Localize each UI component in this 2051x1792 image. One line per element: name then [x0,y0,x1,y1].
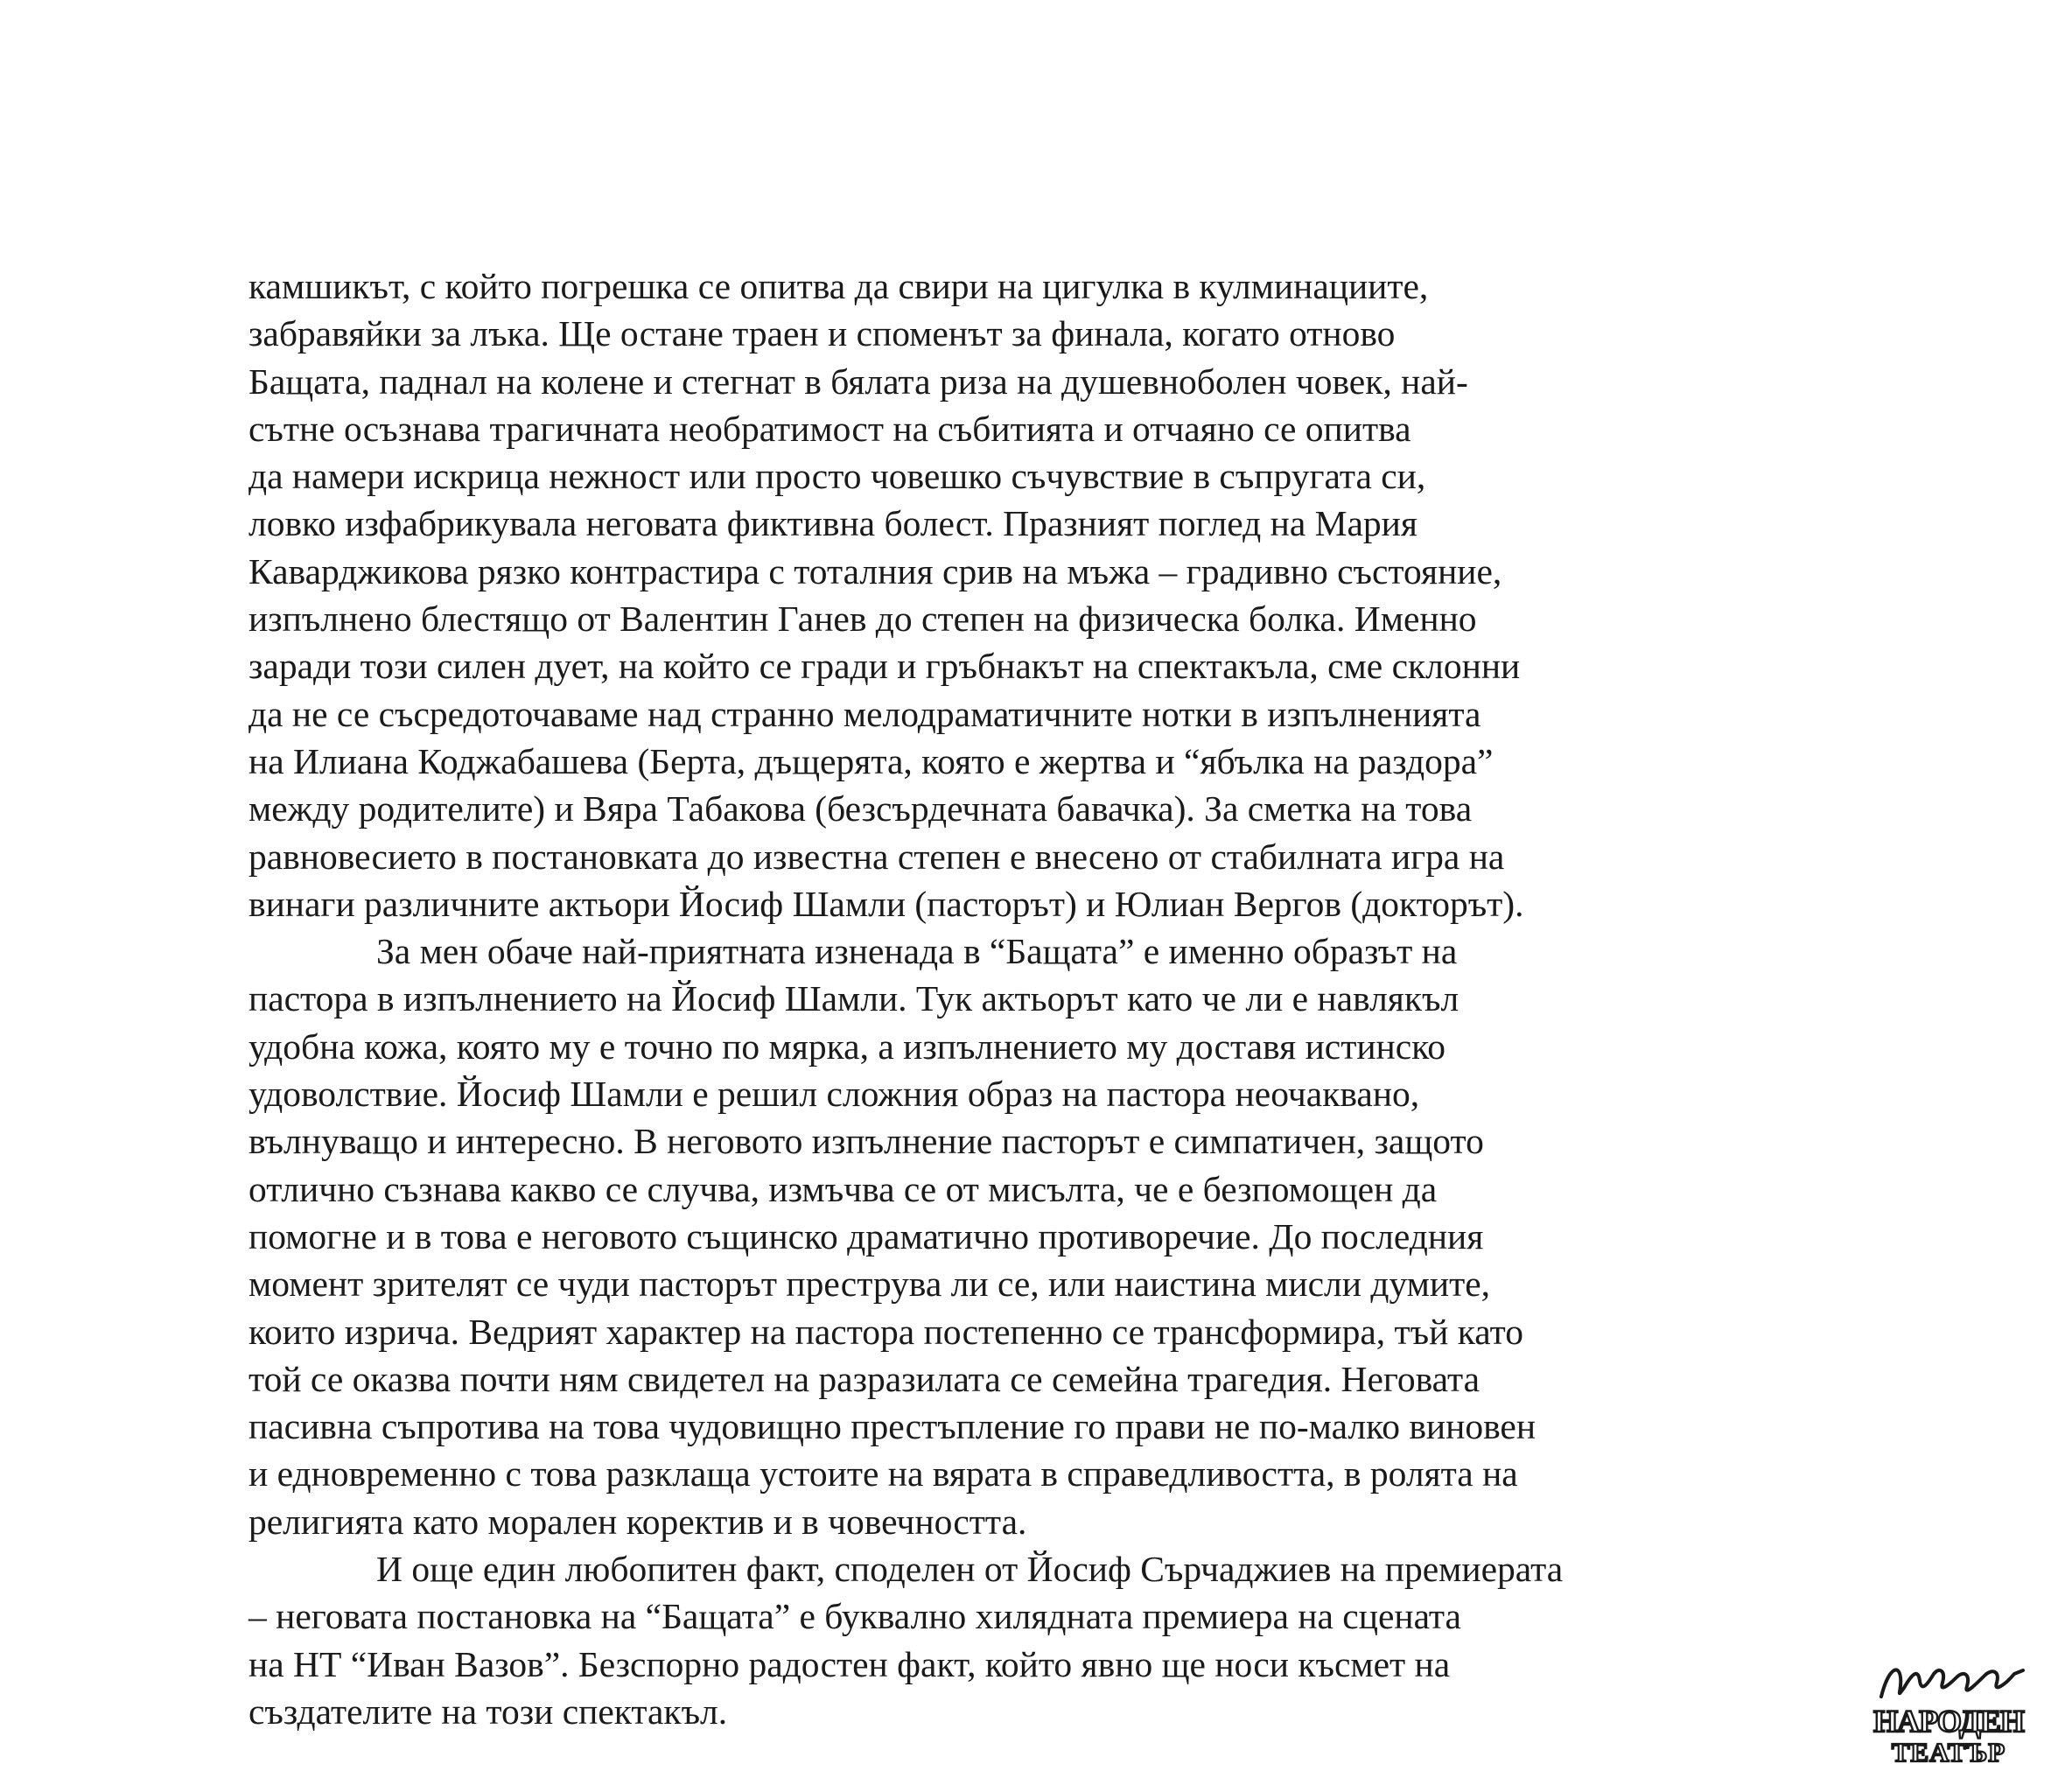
text-line: отлично съзнава какво се случва, измъчва се от мисълта, че е безпомощен да [248,1168,1438,1209]
text-line: той се оказва почти ням свидетел на разразилата се семейна трагедия. Неговата [248,1358,1480,1399]
logo-line-2: ТЕАТЪР [1891,1737,2006,1768]
text-line: – неговата постановка на “Бащата” е буквално хилядната премиера на сцената [248,1596,1461,1637]
text-line: За мен обаче най-приятната изненада в “Бащата” е именно образът на [376,931,1458,972]
text-line: религията като морален коректив и в човечността. [248,1501,1027,1542]
text-line: на Илиана Коджабашева (Берта, дъщерята, която е жертва и “ябълка на раздора” [248,740,1494,781]
text-line: сътне осъзнава трагичната необратимост на събитията и отчаяно се опитва [248,408,1411,449]
logo-line-1: НАРОДЕН [1873,1704,2024,1739]
text-line: пасивна съпротива на това чудовищно престъпление го прави не по-малко виновен [248,1406,1536,1447]
text-line: създателите на този спектакъл. [248,1690,728,1732]
text-line: винаги различните актьори Йосиф Шамли (пасторът) и Юлиан Вергов (докторът). [248,883,1524,924]
text-line: забравяйки за лъка. Ще остане траен и споменът за финала, когато отново [248,313,1396,354]
text-line: Бащата, паднал на колене и стегнат в бялата риза на душевноболен човек, най- [248,360,1468,402]
text-line: равновесието в постановката до известна степен е внесено от стабилната игра на [248,836,1505,877]
text-line: удоволствие. Йосиф Шамли е решил сложния образ на пастора неочаквано, [248,1074,1420,1115]
text-line: пастора в изпълнението на Йосиф Шамли. Тук актьорът като че ли е навлякъл [248,978,1460,1019]
text-line: помогне и в това е неговото същинско драматично противоречие. До последния [248,1215,1484,1256]
text-line: да не се съсредоточаваме над странно мелодраматичните нотки в изпълненията [248,693,1481,734]
national-theatre-logo [1869,1658,2028,1768]
logo-graphic [1869,1658,2028,1768]
text-line: между родителите) и Вяра Табакова (безсърдечната бавачка). За сметка на това [248,788,1473,830]
signature-icon [1881,1670,2023,1697]
text-line: ловко изфабрикувала неговата фиктивна болест. Празният поглед на Мария [248,503,1418,544]
text-line: Каварджикова рязко контрастира с тоталния срив на мъжа – градивно състояние, [248,550,1502,592]
text-line: да намери искрица нежност или просто човешко съчувствие в съпругата си, [248,456,1426,497]
text-line: изпълнено блестящо от Валентин Ганев до степен на физическа болка. Именно [248,598,1477,640]
text-line: вълнуващо и интересно. В неговото изпълнение пасторът е симпатичен, защото [248,1121,1484,1162]
text-line: камшикът, с който погрешка се опитва да свири на цигулка в кулминациите, [248,266,1429,306]
text-line: удобна кожа, която му е точно по мярка, а изпълнението му доставя истинско [248,1026,1446,1067]
text-line: на НТ “Иван Вазов”. Безспорно радостен факт, който явно ще носи късмет на [248,1643,1451,1684]
article-body [248,262,1771,1735]
text-line: които изрича. Ведрият характер на пастора постепенно се трансформира, тъй като [248,1311,1523,1352]
text-line: И още един любопитен факт, споделен от Йосиф Сърчаджиев на премиерата [376,1549,1564,1590]
text-line: заради този силен дует, на който се гради и гръбнакът на спектакъла, сме склонни [248,646,1521,687]
text-line: момент зрителят се чуди пасторът преструва ли се, или наистина мисли думите, [248,1264,1491,1305]
text-line: и едновременно с това разклаща устоите на вярата в справедливостта, в ролята на [248,1453,1518,1494]
